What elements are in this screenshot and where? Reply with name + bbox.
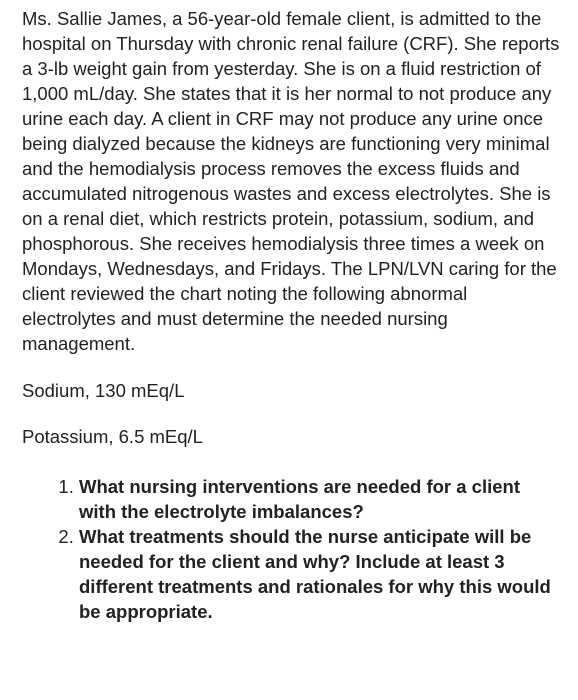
- document-body: [22, 6, 562, 624]
- lab-value-sodium: Sodium, 130 mEq/L: [22, 380, 185, 401]
- question-item-1: 1. What nursing interventions are needed for a client with the electrolyte imbalances?: [79, 474, 562, 524]
- lab-value-potassium: Potassium, 6.5 mEq/L: [22, 426, 203, 447]
- question-item-2: 2. What treatments should the nurse anticipate will be needed for the client and why? Include at least 3 different treatments and rationales for why this would be appropriate.: [79, 524, 562, 624]
- case-scenario-paragraph: Ms. Sallie James, a 56-year-old female client, is admitted to the hospital on Thursday with chronic renal failure (CRF). She reports a 3-lb weight gain from yesterday. She is on a fluid restriction of 1,000 mL/day. She states that it is her normal to not produce any urine each day. A client in CRF may not produce any urine once being dialyzed because the kidneys are functioning very minimal and the hemodialysis process removes the excess fluids and accumulated nitrogenous wastes and excess electrolytes. She is on a renal diet, which restricts protein, potassium, sodium, and phosphorous. She receives hemodialysis three times a week on Mondays, Wednesdays, and Fridays. The LPN/LVN caring for the client reviewed the chart noting the following abnormal electrolytes and must determine the needed nursing management.: [22, 8, 560, 354]
- question-list: [22, 474, 562, 624]
